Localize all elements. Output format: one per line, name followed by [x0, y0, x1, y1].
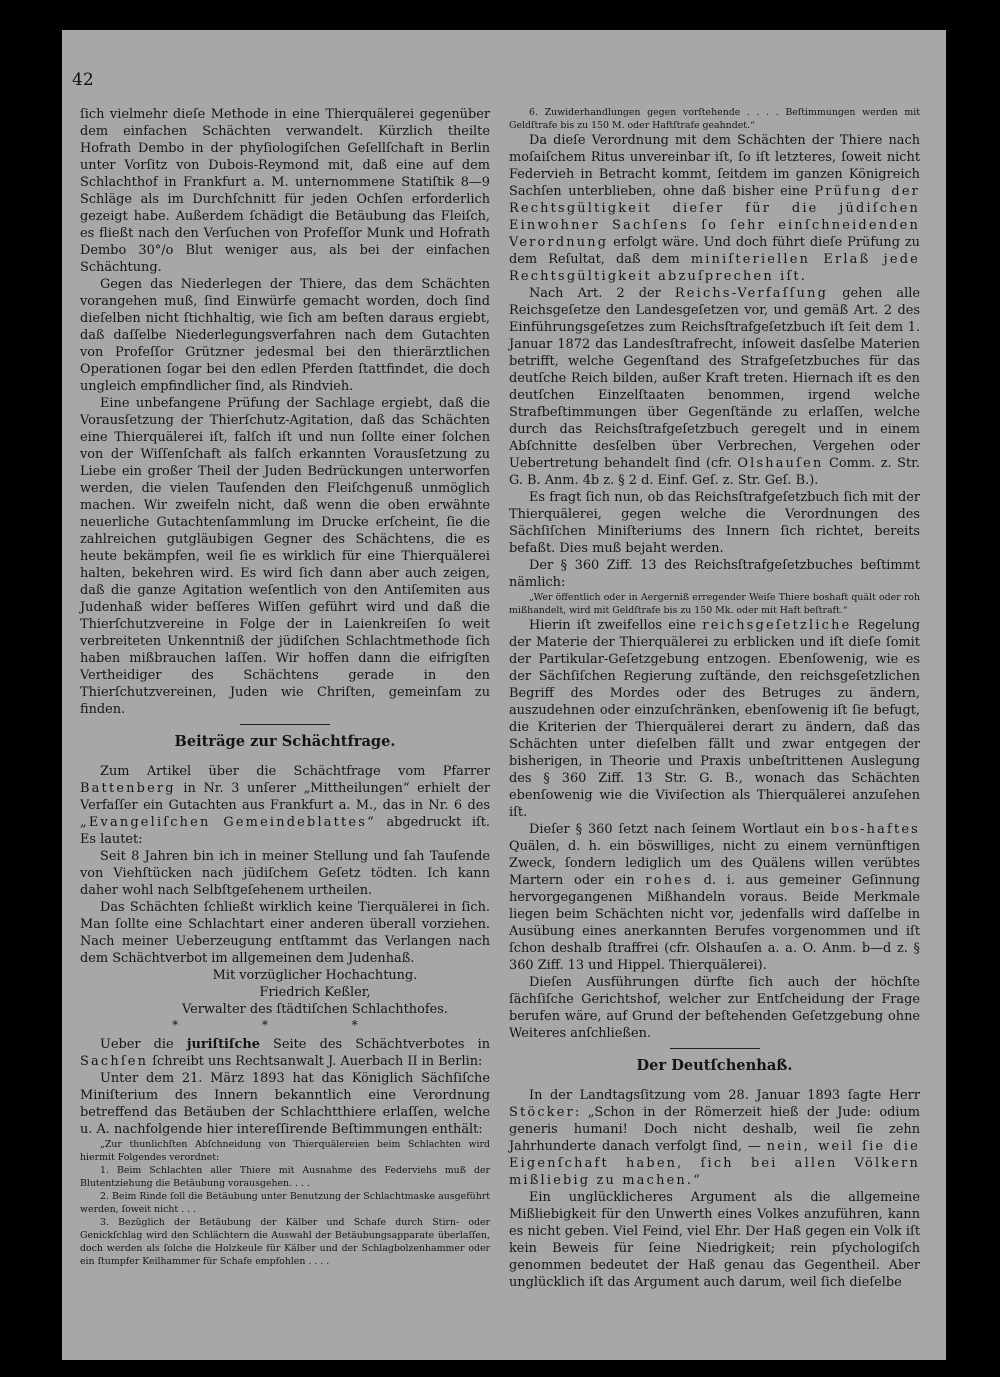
spaced-word: Sachſen — [80, 1054, 149, 1069]
quote-paragraph: Das Schächten ſchließt wirklich keine Tierquälerei in ſich. Man ſollte eine Schlachtart einer anderen überall vorziehen. Nach meiner Ueberzeugung entſtammt das Verlangen nach dem Schächtverbot im allgemeinen dem Judenhaß. — [80, 900, 490, 966]
spaced-text: reichsgeſetzliche — [702, 618, 852, 633]
paragraph: Es fragt ſich nun, ob das Reichsſtrafgeſetzbuch ſich mit der Thierquälerei, gegen welche die Verordnungen des Sächſiſchen Miniſteriums des Innern ſich richtet, bereits befaßt. Dies muß bejaht werden. — [509, 490, 920, 556]
spaced-text: bos-haftes — [830, 822, 920, 837]
divider — [240, 724, 330, 725]
small-quote: 6. Zuwiderhandlungen gegen vorſtehende . . . . Beſtimmungen werden mit Geldſtrafe bis zu 150 M. oder Haftſtrafe geahndet.“ — [509, 107, 920, 131]
paragraph: Der § 360 Ziff. 13 des Reichsſtrafgeſetzbuches beſtimmt nämlich: — [509, 558, 920, 590]
paragraph: Zum Artikel über die Schächtfrage vom Pfarrer Battenberg in Nr. 3 unſerer „Mittheilungen“ erhielt der Verfaſſer ein Gutachten aus Frankfurt a. M., das in Nr. 6 des „Evangeliſchen Gemeindeblattes“ abgedruckt iſt. Es lautet: — [80, 764, 490, 847]
paragraph: Eine unbefangene Prüfung der Sachlage ergiebt, daß die Vorausſetzung der Thierſchutz-Agitation, daß das Schächten eine Thierquälerei iſt, falſch iſt und nun ſollte einer ſolchen von der Wiſſenſchaft als falſch erkannten Vorausſetzung zu Liebe ein großer Theil der Juden Bedrückungen unterworfen werden, die vielen Tauſenden den Fleiſchgenuß unmöglich machen. Wir zweifeln nicht, daß wenn die oben erwähnte neuerliche Gutachtenſammlung im Drucke erſcheint, ſie die zahlreichen gutgläubigen Gegner des Schächtens, die es heute bekämpfen, weil ſie es wirklich für eine Thierquälerei halten, bekehren wird. Es wird ſich dann aber auch zeigen, daß die ganze Agitation weſentlich von den Antiſemiten aus Judenhaß wider beſſeres Wiſſen geführt wird und daß die Thierſchutzvereine in Folge der in Laienkreiſen ſo weit verbreiteten Unkenntniß der jüdiſchen Schlachtmethode ſich haben mißbrauchen laſſen. Wir hoffen dann die eifrigſten Vertheidiger des Schächtens gerade in den Thierſchutzvereinen, Juden wie Chriſten, gemeinſam zu finden. — [80, 396, 490, 717]
section-heading: Der Deutſchenhaß. — [636, 1057, 793, 1074]
right-column — [509, 106, 920, 1291]
paragraph: Nach Art. 2 der Reichs-Verfaſſung gehen alle Reichsgeſetze den Landesgeſetzen vor, und gemäß Art. 2 des Einführungsgeſetzes zum Reichsſtrafgeſetzbuch iſt ſeit dem 1. Januar 1872 das Landesſtrafrecht, inſoweit dasſelbe Materien betrifft, welche Gegenſtand des Strafgeſetzbuches für das deutſche Reich bilden, außer Kraft treten. Hiernach iſt es den deutſchen Einzelſtaaten benommen, irgend welche Strafbeſtimmungen über Gegenſtände zu erlaſſen, welche durch das Reichsſtrafgeſetzbuch geregelt und in einem Abſchnitte desſelben über Verbrechen, Vergehen oder Uebertretung behandelt ſind (cfr. Olshauſen Comm. z. Str. G. B. Anm. 4b z. § 2 d. Einf. Geſ. z. Str. Geſ. B.). — [509, 286, 920, 488]
section-heading: Beiträge zur Schächtfrage. — [174, 733, 396, 750]
small-quote: 2. Beim Rinde ſoll die Betäubung unter Benutzung der Schlachtmaske ausgeführt werden, ſoweit nicht . . . — [80, 1191, 490, 1215]
small-quote: 3. Bezüglich der Betäubung der Kälber und Schafe durch Stirn- oder Genickſchlag wird den Schlächtern die Auswahl der Betäubungsapparate überlaſſen, doch werden als ſolche die Holzkeule für Kälber und der Schlagbolzenhammer oder ein ſtumpfer Keilhammer für Schafe empfohlen . . . . — [80, 1217, 490, 1267]
small-quote: „Zur thunlichſten Abſchneidung von Thierquälereien beim Schlachten wird hiermit Folgendes verordnet: — [80, 1139, 490, 1163]
spaced-text: Reichs-Verfaſſung — [674, 286, 829, 301]
quote-paragraph: Seit 8 Jahren bin ich in meiner Stellung und ſah Tauſende von Viehſtücken nach jüdiſchem Geſetz tödten. Ich kann daher wohl nach Selbſtgeſehenem urtheilen. — [80, 849, 490, 898]
paragraph: Gegen das Niederlegen der Thiere, das dem Schächten vorangehen muß, ſind Einwürfe gemacht worden, doch ſind dieſelben nicht ſtichhaltig, wie ſich am beſten daraus ergiebt, daß daſſelbe Niederlegungsverfahren nach dem Gutachten von Profeſſor Grützner jedesmal bei den thierärztlichen Operationen ſogar bei den edlen Pferden ſtattfindet, die doch ungleich empfindlicher ſind, als Rindvieh. — [80, 277, 490, 394]
paragraph: Unter dem 21. März 1893 hat das Königlich Sächſiſche Miniſterium des Innern bekanntlich eine Verordnung betreffend das Betäuben der Schlachtthiere erlaſſen, welche u. A. nachfolgende hier intereſſirende Beſtimmungen enthält: — [80, 1071, 490, 1137]
signature-role: Verwalter des ſtädtiſchen Schlachthofes. — [182, 1002, 448, 1017]
paragraph: Ueber die juriſtiſche Seite des Schächtverbotes in Sachſen ſchreibt uns Rechtsanwalt J. Auerbach II in Berlin: — [80, 1037, 490, 1069]
paragraph: In der Landtagsſitzung vom 28. Januar 1893 ſagte Herr Stöcker: „Schon in der Römerzeit hieß der Jude: odium generis humani! Doch nicht deshalb, weil ſie zehn Jahrhunderte danach verfolgt ſind, — nein, weil ſie die Eigenſchaft haben, ſich bei allen Völkern mißliebig zu machen.“ — [509, 1088, 920, 1188]
paragraph: ſich vielmehr dieſe Methode in eine Thierquälerei gegenüber dem einfachen Schächten verwandelt. Kürzlich theilte Hofrath Dembo in der phyſiologiſchen Geſellſchaft in Berlin unter Vorſitz von Dubois-Reymond mit, daß eine auf dem Schlachthof in Frankfurt a. M. unternommene Statiſtik 8—9 Schläge als im Durchſchnitt für jeden Ochſen erforderlich gezeigt habe. Außerdem ſchädigt die Betäubung das Fleiſch, es fließt nach den Verſuchen von Profeſſor Munk und Hofrath Dembo 30°/o Blut weniger aus, als bei der einfachen Schächtung. — [80, 107, 490, 275]
page-number: 42 — [72, 70, 94, 90]
spaced-text: Prüfung der Rechtsgültigkeit dieſer für die jüdiſchen Einwohner Sachſens ſo ſehr einſchneidenden Verordnung — [509, 184, 921, 250]
paragraph: Hierin iſt zweifellos eine reichsgeſetzliche Regelung der Materie der Thierquälerei zu erblicken und iſt dieſe ſomit der Partikular-Geſetzgebung entzogen. Ebenſowenig, wie es der Sächſiſchen Regierung zuſtände, den reichsgeſetzlichen Begriff des Mordes oder des Betruges zu ändern, auszudehnen oder einzuſchränken, ebenſowenig iſt ſie befugt, die Kriterien der Thierquälerei derart zu ändern, daß das Schächten unter dieſelben fällt und zwar entgegen der bisherigen, in Theorie und Praxis unbeſtrittenen Auslegung des § 360 Ziff. 13 Str. G. B., wonach das Schächten ebenſowenig wie die Viviſection als Thierquälerei anzuſehen iſt. — [509, 618, 920, 820]
spaced-text: miniſteriellen Erlaß jede Rechtsgültigkeit abzuſprechen iſt. — [509, 252, 920, 284]
paragraph: Ein unglücklicheres Argument als die allgemeine Mißliebigkeit für den Unwerth eines Volkes anzuführen, kann es nicht geben. Viel Feind, viel Ehr. Der Haß gegen ein Volk iſt kein Beweis für ſeine Niedrigkeit; rein pſychologiſch genommen bedeutet der Haß genau das Gegentheil. Aber unglücklich iſt das Argument auch darum, weil ſich dieſelbe — [509, 1190, 920, 1290]
asterism: * * * — [172, 1018, 398, 1032]
bold-word: juriſtiſche — [186, 1037, 260, 1052]
spaced-text: nein, weil ſie die Eigenſchaft haben, ſich bei allen Völkern mißliebig zu machen. — [509, 1139, 920, 1188]
spaced-text: rohes — [645, 873, 693, 888]
spaced-name: Stöcker — [509, 1105, 575, 1120]
signature-name: Friedrich Keßler, — [259, 985, 371, 1000]
paragraph: Dieſen Ausführungen dürfte ſich auch der höchſte ſächſiſche Gerichtshof, welcher zur Entſcheidung der Frage berufen wäre, auf Grund der beſtehenden Geſetzgebung ohne Weiteres anſchließen. — [509, 975, 920, 1041]
spaced-name: Battenberg — [80, 781, 176, 796]
small-quote: „Wer öffentlich oder in Aergerniß erregender Weiſe Thiere boshaft quält oder roh mißhandelt, wird mit Geldſtrafe bis zu 150 Mk. oder mit Haft beſtraft.“ — [509, 592, 920, 616]
paragraph: Da dieſe Verordnung mit dem Schächten der Thiere nach moſaiſchem Ritus unvereinbar iſt, ſo iſt letzteres, ſoweit nicht Federvieh in Betracht kommt, ſeitdem im ganzen Königreich Sachſen unterblieben, ohne daß bisher eine Prüfung der Rechtsgültigkeit dieſer für die jüdiſchen Einwohner Sachſens ſo ſehr einſchneidenden Verordnung erfolgt wäre. Und doch führt dieſe Prüfung zu dem Reſultat, daß dem miniſteriellen Erlaß jede Rechtsgültigkeit abzuſprechen iſt. — [509, 133, 921, 284]
paragraph: Dieſer § 360 ſetzt nach ſeinem Wortlaut ein bos-haftes Quälen, d. h. ein böswilliges, nicht zu einem vernünftigen Zweck, ſondern lediglich um des Quälens willen verübtes Martern oder ein rohes d. i. aus gemeiner Geſinnung hervorgegangenen Mißhandeln voraus. Beide Merkmale liegen beim Schächten nicht vor, jedenfalls wird daſſelbe in Ausübung eines anerkannten Berufes vorgenommen und iſt ſchon deshalb ſtraffrei (cfr. Olshauſen a. a. O. Anm. b—d z. § 360 Ziff. 13 und Hippel. Thierquälerei). — [509, 822, 920, 973]
left-column — [80, 106, 490, 1268]
divider — [670, 1048, 760, 1049]
spaced-name: Olshauſen — [737, 456, 824, 471]
spaced-title: „Evangeliſchen Gemeindeblattes“ — [80, 815, 376, 830]
signature-closing: Mit vorzüglicher Hochachtung. — [212, 968, 418, 983]
small-quote: 1. Beim Schlachten aller Thiere mit Ausnahme des Federviehs muß der Blutentziehung die Betäubung vorausgehen. . . . — [80, 1165, 490, 1189]
